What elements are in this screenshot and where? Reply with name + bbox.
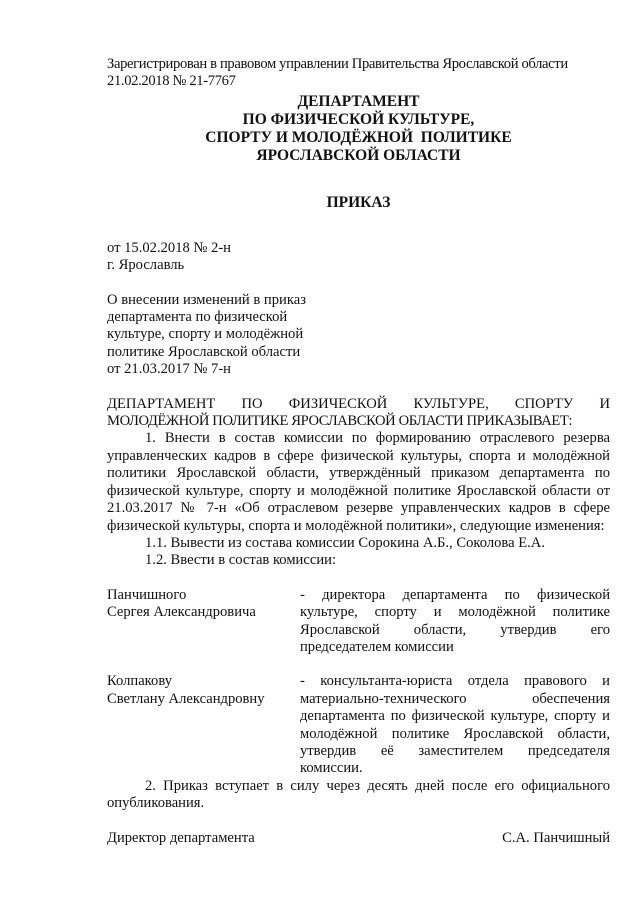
department-line-3: СПОРТУ И МОЛОДЁЖНОЙ ПОЛИТИКЕ (205, 129, 512, 147)
subject-line-3: культуре, спорту и молодёжной (107, 326, 304, 343)
member-surname: Панчишного (107, 586, 187, 603)
document-page (107, 56, 610, 847)
department-header (107, 93, 610, 166)
clause-1: 1. Внести в состав комиссии по формированию отраслевого резерва управленческих кадров в сфере физической культуры, спорта и молодёжной политики Ярославской области, утверждённый приказом департамента по физической культуре, спорту и молодёжной политике Ярославской области от 21.03.2017 № 7-н «Об отраслевом резерве управленческих кадров в сфере физической культуры, спорта и молодёжной политики», следующие изменения: (107, 430, 610, 534)
order-meta (107, 240, 610, 275)
order-subject (107, 292, 322, 379)
order-date-number: от 15.02.2018 № 2-н (107, 239, 231, 256)
signature-position: Директор департамента (107, 829, 255, 846)
member-role: - консультанта-юриста отдела правового и материально-технического обеспечения департамента по физической культуре, спорту и молодёжной политике Ярославской области, утвердив её заместителем председателя комиссии. (300, 673, 610, 777)
registration-line-2: 21.02.2018 № 21-7767 (107, 73, 236, 90)
member-name (107, 587, 300, 657)
subject-line-2: департамента по физической (107, 309, 288, 326)
member-surname: Колпакову (107, 673, 173, 690)
signature-block (107, 830, 610, 847)
member-name (107, 673, 300, 777)
preamble-line-2: МОЛОДЁЖНОЙ ПОЛИТИКЕ ЯРОСЛАВСКОЙ ОБЛАСТИ ПРИКАЗЫВАЕТ: (107, 413, 573, 430)
order-body (107, 396, 610, 570)
department-line-1: ДЕПАРТАМЕНТ (297, 92, 420, 110)
subject-line-1: О внесении изменений в приказ (107, 291, 306, 308)
clause-1-2: 1.2. Ввести в состав комиссии: (145, 552, 337, 569)
subject-line-4: политике Ярославской области (107, 343, 301, 360)
department-line-4: ЯРОСЛАВСКОЙ ОБЛАСТИ (256, 147, 461, 165)
signature-name: С.А. Панчишный (502, 829, 610, 846)
clause-2: 2. Приказ вступает в силу через десять дней после его официального опубликования. (107, 777, 610, 812)
registration-line-1: Зарегистрирован в правовом управлении Правительства Ярославской области (107, 56, 568, 72)
registration-note (107, 56, 610, 91)
clause-1-1: 1.1. Вывести из состава комиссии Сорокина А.Б., Соколова Е.А. (145, 534, 545, 551)
member-given-names: Светлану Александровну (107, 690, 265, 707)
commission-members (107, 587, 610, 778)
preamble-line-1: ДЕПАРТАМЕНТ ПО ФИЗИЧЕСКОЙ КУЛЬТУРЕ, СПОРТУ И (107, 395, 610, 412)
order-city: г. Ярославль (107, 257, 185, 274)
subject-line-5: от 21.03.2017 № 7-н (107, 361, 231, 378)
member-row (107, 587, 610, 657)
member-given-names: Сергея Александровича (107, 604, 256, 621)
member-role: - директора департамента по физической культуре, спорту и молодёжной политике Ярославской области, утвердив его председателем комиссии (300, 586, 610, 655)
order-title: ПРИКАЗ (326, 193, 391, 211)
department-line-2: ПО ФИЗИЧЕСКОЙ КУЛЬТУРЕ, (242, 111, 475, 129)
member-row (107, 673, 610, 777)
